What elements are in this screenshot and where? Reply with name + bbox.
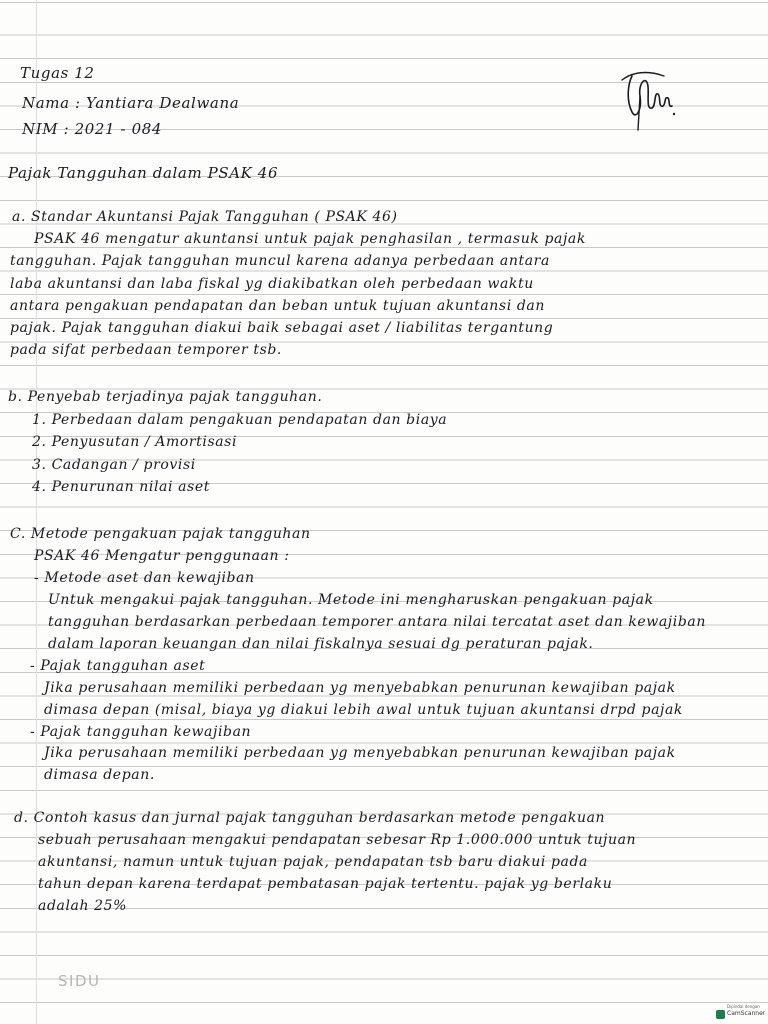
section-a-line: pada sifat perbedaan temporer tsb. — [10, 342, 282, 358]
student-nim: NIM : 2021 - 084 — [22, 120, 163, 138]
section-a-line: PSAK 46 mengatur akuntansi untuk pajak penghasilan , termasuk pajak — [34, 231, 586, 247]
scanner-watermark — [716, 1004, 764, 1022]
section-c-line: Jika perusahaan memiliki perbedaan yg menyebabkan penurunan kewajiban pajak — [44, 680, 676, 696]
scanner-caption: Dipindai dengan — [727, 1004, 760, 1009]
section-a-heading: a. Standar Akuntansi Pajak Tangguhan ( PSAK 46) — [12, 209, 398, 225]
section-a-line: laba akuntansi dan laba fiskal yg diakibatkan oleh perbedaan waktu — [10, 276, 534, 292]
section-c-line: dimasa depan. — [44, 767, 155, 783]
section-d-line: adalah 25% — [38, 898, 128, 914]
section-a-line: pajak. Pajak tangguhan diakui baik sebagai aset / liabilitas tergantung — [10, 320, 554, 336]
section-c-line: dimasa depan (misal, biaya yg diakui lebih awal untuk tujuan akuntansi drpd pajak — [44, 702, 683, 718]
section-a-line: tangguhan. Pajak tangguhan muncul karena adanya perbedaan antara — [10, 253, 550, 269]
section-c-heading: C. Metode pengakuan pajak tangguhan — [10, 526, 311, 542]
page-title: Pajak Tangguhan dalam PSAK 46 — [8, 164, 279, 182]
section-d-heading: d. Contoh kasus dan jurnal pajak tangguhan berdasarkan metode pengakuan — [14, 810, 606, 826]
section-b-item: 1. Perbedaan dalam pengakuan pendapatan dan biaya — [32, 412, 448, 428]
section-b-item: 3. Cadangan / provisi — [32, 457, 196, 473]
section-c-line: dalam laporan keuangan dan nilai fiskalnya sesuai dg peraturan pajak. — [48, 636, 594, 652]
section-b-item: 2. Penyusutan / Amortisasi — [32, 434, 238, 450]
scanner-name: CamScanner — [727, 1010, 766, 1017]
section-c-line: tangguhan berdasarkan perbedaan temporer antara nilai tercatat aset dan kewajiban — [48, 614, 706, 630]
section-c-subheading: - Metode aset dan kewajiban — [34, 570, 255, 586]
paper-brand-logo: SIDU — [58, 972, 101, 990]
section-d-line: tahun depan karena terdapat pembatasan pajak tertentu. pajak yg berlaku — [38, 876, 613, 892]
section-b-item: 4. Penurunan nilai aset — [32, 479, 210, 495]
margin-line — [36, 0, 37, 1024]
section-c-subheading: - Pajak tangguhan kewajiban — [30, 724, 252, 740]
section-b-heading: b. Penyebab terjadinya pajak tangguhan. — [8, 389, 323, 405]
section-d-line: sebuah perusahaan mengakui pendapatan sebesar Rp 1.000.000 untuk tujuan — [38, 832, 637, 848]
handwritten-signature — [618, 66, 678, 132]
assignment-label: Tugas 12 — [20, 64, 95, 82]
section-c-line: Untuk mengakui pajak tangguhan. Metode ini mengharuskan pengakuan pajak — [48, 592, 654, 608]
section-c-line: Jika perusahaan memiliki perbedaan yg menyebabkan penurunan kewajiban pajak — [44, 745, 676, 761]
student-name: Nama : Yantiara Dealwana — [22, 94, 240, 112]
section-a-line: antara pengakuan pendapatan dan beban untuk tujuan akuntansi dan — [10, 298, 545, 314]
section-d-line: akuntansi, namun untuk tujuan pajak, pendapatan tsb baru diakui pada — [38, 854, 588, 870]
camscanner-icon — [716, 1010, 725, 1019]
section-c-subheading: - Pajak tangguhan aset — [30, 658, 206, 674]
section-c-intro: PSAK 46 Mengatur penggunaan : — [34, 548, 290, 564]
